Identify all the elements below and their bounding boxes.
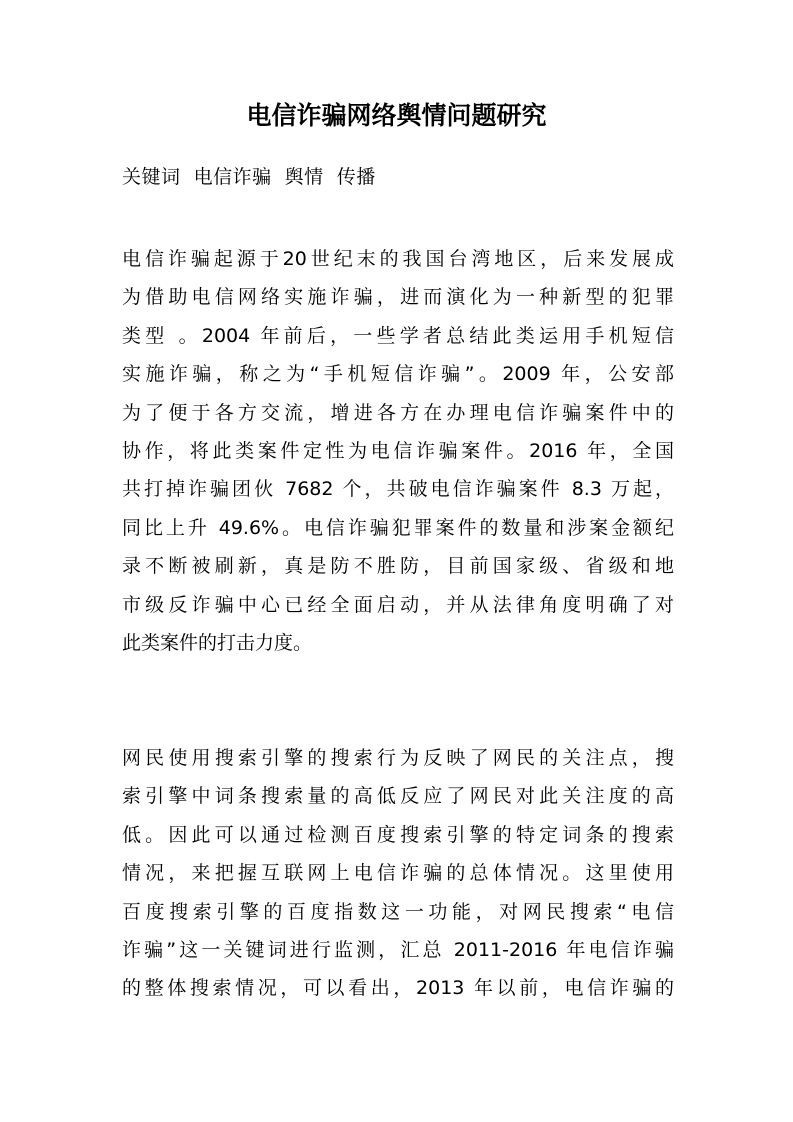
paragraph-line: 市级反诈骗中心已经全面启动，并从法律角度明确了对 bbox=[122, 593, 674, 616]
paragraph-line: 低。因此可以通过检测百度搜索引擎的特定词条的搜索 bbox=[122, 823, 674, 846]
document-title: 电信诈骗网络舆情问题研究 bbox=[246, 101, 547, 130]
paragraph-line: 索引擎中词条搜索量的高低反应了网民对此关注度的高 bbox=[122, 785, 674, 808]
paragraph-line: 的整体搜索情况，可以看出，2013 年以前，电信诈骗的 bbox=[122, 977, 674, 1000]
paragraph-line: 协作，将此类案件定性为电信诈骗案件。2016 年，全国 bbox=[122, 439, 674, 462]
keywords-line: 关键词 电信诈骗 舆情 传播 bbox=[122, 166, 376, 188]
paragraph-line: 诈骗”这一关键词进行监测，汇总 2011-2016 年电信诈骗 bbox=[122, 938, 674, 961]
paragraph-1 bbox=[122, 240, 674, 662]
paragraph-line: 类型 。2004 年前后，一些学者总结此类运用手机短信 bbox=[122, 324, 674, 347]
paragraph-line: 网民使用搜索引擎的搜索行为反映了网民的关注点，搜 bbox=[122, 747, 674, 769]
paragraph-line: 共打掉诈骗团伙 7682 个，共破电信诈骗案件 8.3 万起， bbox=[122, 478, 674, 501]
paragraph-line: 此类案件的打击力度。 bbox=[122, 631, 313, 654]
paragraph-line: 百度搜索引擎的百度指数这一功能，对网民搜索“电信 bbox=[122, 900, 674, 923]
paragraph-line: 电信诈骗起源于20世纪末的我国台湾地区，后来发展成 bbox=[122, 248, 674, 270]
paragraph-line: 录不断被刷新，真是防不胜防，目前国家级、省级和地 bbox=[122, 555, 674, 578]
paragraph-line: 为借助电信网络实施诈骗，进而演化为一种新型的犯罪 bbox=[122, 286, 674, 309]
paragraph-line: 情况，来把握互联网上电信诈骗的总体情况。这里使用 bbox=[122, 862, 674, 885]
paragraph-line: 实施诈骗，称之为“手机短信诈骗”。2009 年，公安部 bbox=[122, 363, 674, 386]
paragraph-line: 为了便于各方交流，增进各方在办理电信诈骗案件中的 bbox=[122, 401, 674, 424]
paragraph-line: 同比上升 49.6%。电信诈骗犯罪案件的数量和涉案金额纪 bbox=[122, 516, 674, 539]
paragraph-2 bbox=[122, 739, 674, 1008]
